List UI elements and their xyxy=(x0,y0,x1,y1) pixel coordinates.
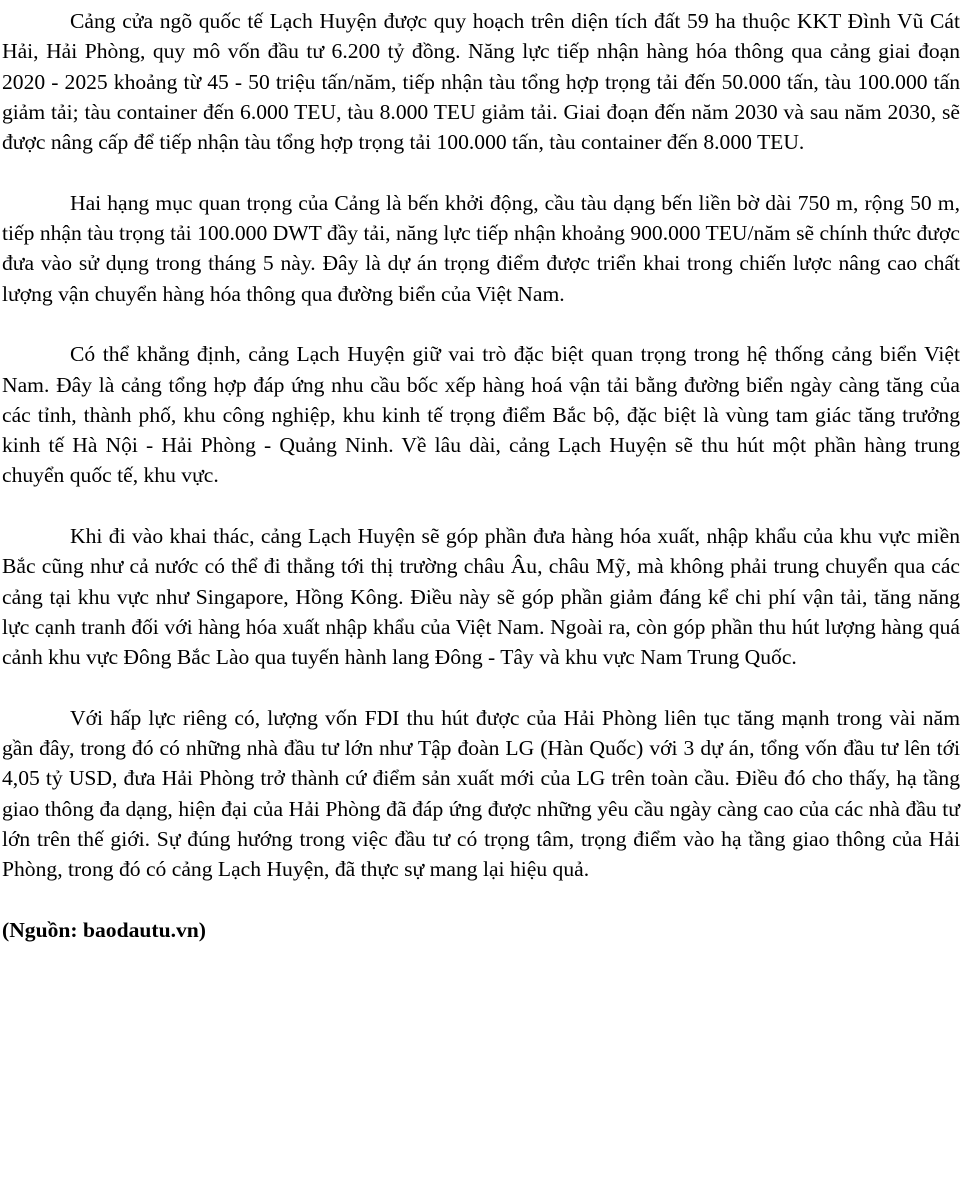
paragraph-fdi-investment: Với hấp lực riêng có, lượng vốn FDI thu hút được của Hải Phòng liên tục tăng mạnh trong vài năm gần đây, trong đó có những nhà đầu tư lớn như Tập đoàn LG (Hàn Quốc) với 3 dự án, tổng vốn đầu tư lên tới 4,05 tỷ USD, đưa Hải Phòng trở thành cứ điểm sản xuất mới của LG trên toàn cầu. Điều đó cho thấy, hạ tầng giao thông đa dạng, hiện đại của Hải Phòng đã đáp ứng được những yêu cầu ngày càng cao của các nhà đầu tư lớn trên thế giới. Sự đúng hướng trong việc đầu tư có trọng tâm, trọng điểm vào hạ tầng giao thông của Hải Phòng, trong đó có cảng Lạch Huyện, đã thực sự mang lại hiệu quả. xyxy=(2,705,960,882)
paragraph-port-role: Có thể khẳng định, cảng Lạch Huyện giữ vai trò đặc biệt quan trọng trong hệ thống cảng biển Việt Nam. Đây là cảng tổng hợp đáp ứng nhu cầu bốc xếp hàng hoá vận tải bằng đường biển ngày càng tăng của các tỉnh, thành phố, khu công nghiệp, khu kinh tế trọng điểm Bắc bộ, đặc biệt là vùng tam giác tăng trưởng kinh tế Hà Nội - Hải Phòng - Quảng Ninh. Về lâu dài, cảng Lạch Huyện sẽ thu hút một phần hàng trung chuyển quốc tế, khu vực. xyxy=(2,342,960,488)
document-body xyxy=(2,6,960,945)
source-citation: (Nguồn: baodautu.vn) xyxy=(2,917,207,942)
paragraph-key-items: Hai hạng mục quan trọng của Cảng là bến khởi động, cầu tàu dạng bến liền bờ dài 750 m, rộng 50 m, tiếp nhận tàu trọng tải 100.000 DWT đầy tải, năng lực tiếp nhận khoảng 900.000 TEU/năm sẽ chính thức được đưa vào sử dụng trong tháng 5 này. Đây là dự án trọng điểm được triển khai trong chiến lược nâng cao chất lượng vận chuyển hàng hóa thông qua đường biển của Việt Nam. xyxy=(2,190,960,306)
paragraph-port-planning: Cảng cửa ngõ quốc tế Lạch Huyện được quy hoạch trên diện tích đất 59 ha thuộc KKT Đình Vũ Cát Hải, Hải Phòng, quy mô vốn đầu tư 6.200 tỷ đồng. Năng lực tiếp nhận hàng hóa thông qua cảng giai đoạn 2020 - 2025 khoảng từ 45 - 50 triệu tấn/năm, tiếp nhận tàu tổng hợp trọng tải đến 50.000 tấn, tàu 100.000 tấn giảm tải; tàu container đến 6.000 TEU, tàu 8.000 TEU giảm tải. Giai đoạn đến năm 2030 và sau năm 2030, sẽ được nâng cấp để tiếp nhận tàu tổng hợp trọng tải 100.000 tấn, tàu container đến 8.000 TEU. xyxy=(2,9,960,155)
paragraph-export-benefits: Khi đi vào khai thác, cảng Lạch Huyện sẽ góp phần đưa hàng hóa xuất, nhập khẩu của khu vực miền Bắc cũng như cả nước có thể đi thẳng tới thị trường châu Âu, châu Mỹ, mà không phải trung chuyển qua các cảng tại khu vực như Singapore, Hồng Kông. Điều này sẽ góp phần giảm đáng kể chi phí vận tải, tăng năng lực cạnh tranh đối với hàng hóa xuất nhập khẩu của Việt Nam. Ngoài ra, còn góp phần thu hút lượng hàng quá cảnh khu vực Đông Bắc Lào qua tuyến hành lang Đông - Tây và khu vực Nam Trung Quốc. xyxy=(2,524,960,670)
